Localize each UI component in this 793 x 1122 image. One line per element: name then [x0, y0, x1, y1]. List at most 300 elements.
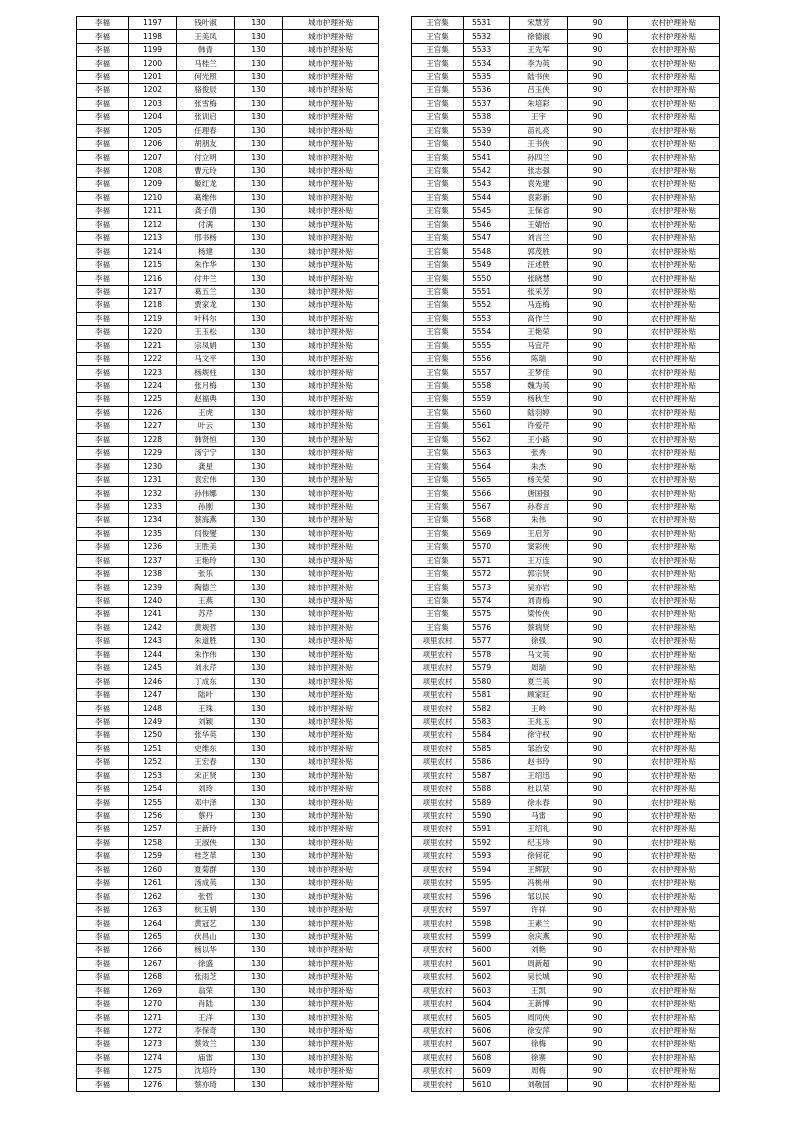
village-cell: 李福 [77, 30, 129, 43]
amount-cell: 130 [235, 1065, 283, 1078]
table-row [412, 433, 720, 446]
name-cell: 宋正贤 [177, 769, 235, 782]
village-cell: 李福 [77, 57, 129, 70]
subsidy-type-cell: 城市护理补贴 [283, 406, 379, 419]
village-cell: 李福 [77, 581, 129, 594]
table-row [412, 796, 720, 809]
table-row [77, 191, 379, 204]
village-cell: 项里农村 [412, 662, 464, 675]
subsidy-type-cell: 农村护理补贴 [628, 124, 720, 137]
subsidy-type-cell: 农村护理补贴 [628, 917, 720, 930]
subsidy-type-cell: 城市护理补贴 [283, 997, 379, 1010]
name-cell: 王宏春 [177, 756, 235, 769]
table-row [77, 930, 379, 943]
amount-cell: 130 [235, 581, 283, 594]
amount-cell: 130 [235, 299, 283, 312]
table-row [412, 379, 720, 392]
name-cell: 吕玉侠 [510, 84, 568, 97]
name-cell: 孙四兰 [510, 151, 568, 164]
amount-cell: 130 [235, 272, 283, 285]
number-cell: 5553 [464, 312, 510, 325]
amount-cell: 90 [568, 151, 628, 164]
subsidy-type-cell: 农村护理补贴 [628, 608, 720, 621]
amount-cell: 90 [568, 460, 628, 473]
number-cell: 1204 [129, 111, 177, 124]
number-cell: 1268 [129, 971, 177, 984]
village-cell: 李福 [77, 70, 129, 83]
table-row [77, 621, 379, 634]
amount-cell: 130 [235, 57, 283, 70]
amount-cell: 130 [235, 97, 283, 110]
name-cell: 孙春言 [510, 500, 568, 513]
subsidy-type-cell: 农村护理补贴 [628, 326, 720, 339]
number-cell: 1273 [129, 1038, 177, 1051]
village-cell: 王官集 [412, 218, 464, 231]
table-row [77, 473, 379, 486]
subsidy-type-cell: 农村护理补贴 [628, 527, 720, 540]
village-cell: 李福 [77, 756, 129, 769]
name-cell: 袁先建 [510, 178, 568, 191]
amount-cell: 130 [235, 836, 283, 849]
subsidy-type-cell: 农村护理补贴 [628, 312, 720, 325]
number-cell: 5604 [464, 997, 510, 1010]
amount-cell: 130 [235, 648, 283, 661]
name-cell: 徐安萍 [510, 1024, 568, 1037]
table-row [412, 178, 720, 191]
name-cell: 张志强 [510, 164, 568, 177]
table-row [412, 447, 720, 460]
table-row [77, 258, 379, 271]
number-cell: 1210 [129, 191, 177, 204]
subsidy-type-cell: 城市护理补贴 [283, 487, 379, 500]
subsidy-type-cell: 农村护理补贴 [628, 500, 720, 513]
table-row [77, 406, 379, 419]
name-cell: 王燕 [177, 594, 235, 607]
subsidy-type-cell: 城市护理补贴 [283, 635, 379, 648]
subsidy-type-cell: 农村护理补贴 [628, 729, 720, 742]
subsidy-type-cell: 农村护理补贴 [628, 997, 720, 1010]
village-cell: 王官集 [412, 124, 464, 137]
village-cell: 李福 [77, 997, 129, 1010]
name-cell: 杨秋生 [510, 393, 568, 406]
number-cell: 1229 [129, 447, 177, 460]
subsidy-type-cell: 城市护理补贴 [283, 191, 379, 204]
number-cell: 5552 [464, 299, 510, 312]
subsidy-type-cell: 农村护理补贴 [628, 245, 720, 258]
subsidy-type-cell: 农村护理补贴 [628, 57, 720, 70]
number-cell: 5549 [464, 258, 510, 271]
amount-cell: 90 [568, 1011, 628, 1024]
table-row [412, 957, 720, 970]
name-cell: 周瑞 [510, 662, 568, 675]
number-cell: 5600 [464, 944, 510, 957]
table-row [77, 1051, 379, 1064]
table-row [412, 272, 720, 285]
village-cell: 李福 [77, 527, 129, 540]
name-cell: 袁彩新 [510, 191, 568, 204]
number-cell: 1215 [129, 258, 177, 271]
subsidy-type-cell: 农村护理补贴 [628, 299, 720, 312]
table-row [412, 111, 720, 124]
table-row [77, 285, 379, 298]
name-cell: 蔡丹 [177, 809, 235, 822]
table-row [412, 554, 720, 567]
table-row [412, 245, 720, 258]
subsidy-type-cell: 城市护理补贴 [283, 554, 379, 567]
subsidy-type-cell: 城市护理补贴 [283, 809, 379, 822]
name-cell: 王岭 [510, 702, 568, 715]
village-cell: 项里农村 [412, 850, 464, 863]
amount-cell: 90 [568, 447, 628, 460]
subsidy-type-cell: 城市护理补贴 [283, 352, 379, 365]
amount-cell: 130 [235, 393, 283, 406]
amount-cell: 130 [235, 850, 283, 863]
number-cell: 1224 [129, 379, 177, 392]
amount-cell: 90 [568, 662, 628, 675]
name-cell: 马宜芹 [510, 339, 568, 352]
subsidy-type-cell: 城市护理补贴 [283, 729, 379, 742]
amount-cell: 130 [235, 17, 283, 30]
subsidy-type-cell: 农村护理补贴 [628, 567, 720, 580]
amount-cell: 130 [235, 541, 283, 554]
village-cell: 王官集 [412, 111, 464, 124]
name-cell: 周梅 [510, 1065, 568, 1078]
subsidy-type-cell: 城市护理补贴 [283, 917, 379, 930]
name-cell: 陈瑞 [510, 352, 568, 365]
name-cell: 徐强 [510, 635, 568, 648]
table-row [412, 137, 720, 150]
subsidy-type-cell: 城市护理补贴 [283, 218, 379, 231]
table-row [77, 379, 379, 392]
name-cell: 葛五兰 [177, 285, 235, 298]
amount-cell: 130 [235, 205, 283, 218]
table-row [77, 1038, 379, 1051]
amount-cell: 130 [235, 782, 283, 795]
village-cell: 李福 [77, 662, 129, 675]
subsidy-type-cell: 农村护理补贴 [628, 1051, 720, 1064]
table-row [412, 1024, 720, 1037]
table-row [412, 594, 720, 607]
village-cell: 王官集 [412, 541, 464, 554]
table-row [77, 957, 379, 970]
village-cell: 李福 [77, 715, 129, 728]
village-cell: 李福 [77, 299, 129, 312]
village-cell: 李福 [77, 137, 129, 150]
number-cell: 1232 [129, 487, 177, 500]
name-cell: 苗礼亮 [510, 124, 568, 137]
subsidy-type-cell: 城市护理补贴 [283, 742, 379, 755]
amount-cell: 90 [568, 164, 628, 177]
subsidy-type-cell: 城市护理补贴 [283, 124, 379, 137]
table-row [77, 352, 379, 365]
table-row [412, 863, 720, 876]
name-cell: 胡朋友 [177, 137, 235, 150]
number-cell: 5538 [464, 111, 510, 124]
number-cell: 1244 [129, 648, 177, 661]
number-cell: 5571 [464, 554, 510, 567]
name-cell: 汤成英 [177, 877, 235, 890]
subsidy-type-cell: 城市护理补贴 [283, 1011, 379, 1024]
amount-cell: 130 [235, 903, 283, 916]
number-cell: 5605 [464, 1011, 510, 1024]
amount-cell: 90 [568, 971, 628, 984]
amount-cell: 90 [568, 1051, 628, 1064]
name-cell: 马连梅 [510, 299, 568, 312]
table-row [77, 17, 379, 30]
amount-cell: 90 [568, 581, 628, 594]
amount-cell: 90 [568, 756, 628, 769]
table-row [412, 393, 720, 406]
table-row [412, 124, 720, 137]
village-cell: 李福 [77, 379, 129, 392]
number-cell: 5562 [464, 433, 510, 446]
name-cell: 蔡效兰 [177, 1038, 235, 1051]
table-row [412, 1051, 720, 1064]
number-cell: 1200 [129, 57, 177, 70]
village-cell: 项里农村 [412, 1024, 464, 1037]
village-cell: 项里农村 [412, 729, 464, 742]
number-cell: 5610 [464, 1078, 510, 1091]
number-cell: 1226 [129, 406, 177, 419]
table-row [77, 124, 379, 137]
amount-cell: 130 [235, 124, 283, 137]
amount-cell: 90 [568, 406, 628, 419]
subsidy-type-cell: 城市护理补贴 [283, 299, 379, 312]
number-cell: 5563 [464, 447, 510, 460]
number-cell: 1251 [129, 742, 177, 755]
name-cell: 马雷 [510, 809, 568, 822]
table-row [412, 191, 720, 204]
subsidy-type-cell: 城市护理补贴 [283, 258, 379, 271]
subsidy-type-cell: 城市护理补贴 [283, 178, 379, 191]
village-cell: 王官集 [412, 500, 464, 513]
name-cell: 王先军 [510, 43, 568, 56]
name-cell: 顾家旺 [510, 688, 568, 701]
number-cell: 5577 [464, 635, 510, 648]
subsidy-type-cell: 城市护理补贴 [283, 890, 379, 903]
number-cell: 5608 [464, 1051, 510, 1064]
number-cell: 5585 [464, 742, 510, 755]
table-row [412, 877, 720, 890]
table-row [412, 675, 720, 688]
village-cell: 王官集 [412, 581, 464, 594]
amount-cell: 130 [235, 433, 283, 446]
table-row [412, 218, 720, 231]
subsidy-type-cell: 城市护理补贴 [283, 312, 379, 325]
amount-cell: 130 [235, 809, 283, 822]
village-cell: 李福 [77, 541, 129, 554]
number-cell: 1241 [129, 608, 177, 621]
subsidy-type-cell: 农村护理补贴 [628, 1078, 720, 1091]
name-cell: 王绍礼 [510, 823, 568, 836]
number-cell: 5544 [464, 191, 510, 204]
subsidy-type-cell: 城市护理补贴 [283, 43, 379, 56]
amount-cell: 90 [568, 70, 628, 83]
table-row [77, 890, 379, 903]
number-cell: 5532 [464, 30, 510, 43]
amount-cell: 130 [235, 930, 283, 943]
village-cell: 李福 [77, 111, 129, 124]
amount-cell: 130 [235, 863, 283, 876]
number-cell: 5603 [464, 984, 510, 997]
number-cell: 5541 [464, 151, 510, 164]
amount-cell: 130 [235, 742, 283, 755]
name-cell: 刘颖 [177, 715, 235, 728]
amount-cell: 90 [568, 420, 628, 433]
table-row [412, 688, 720, 701]
subsidy-type-cell: 农村护理补贴 [628, 70, 720, 83]
number-cell: 5580 [464, 675, 510, 688]
number-cell: 1211 [129, 205, 177, 218]
table-row [77, 648, 379, 661]
subsidy-type-cell: 农村护理补贴 [628, 379, 720, 392]
amount-cell: 130 [235, 756, 283, 769]
amount-cell: 130 [235, 460, 283, 473]
name-cell: 王艳玲 [177, 554, 235, 567]
subsidy-type-cell: 城市护理补贴 [283, 971, 379, 984]
subsidy-type-cell: 农村护理补贴 [628, 218, 720, 231]
number-cell: 1235 [129, 527, 177, 540]
subsidy-type-cell: 城市护理补贴 [283, 473, 379, 486]
village-cell: 王官集 [412, 232, 464, 245]
amount-cell: 90 [568, 675, 628, 688]
name-cell: 蔡海燕 [177, 514, 235, 527]
amount-cell: 130 [235, 1038, 283, 1051]
subsidy-type-cell: 城市护理补贴 [283, 514, 379, 527]
amount-cell: 90 [568, 621, 628, 634]
name-cell: 王小路 [510, 433, 568, 446]
village-cell: 李福 [77, 500, 129, 513]
village-cell: 项里农村 [412, 1011, 464, 1024]
village-cell: 项里农村 [412, 984, 464, 997]
subsidy-type-cell: 城市护理补贴 [283, 84, 379, 97]
village-cell: 王官集 [412, 608, 464, 621]
amount-cell: 130 [235, 554, 283, 567]
village-cell: 项里农村 [412, 796, 464, 809]
name-cell: 史维东 [177, 742, 235, 755]
amount-cell: 130 [235, 984, 283, 997]
number-cell: 1231 [129, 473, 177, 486]
amount-cell: 130 [235, 245, 283, 258]
name-cell: 周同侠 [510, 1011, 568, 1024]
amount-cell: 90 [568, 863, 628, 876]
name-cell: 孙伟娜 [177, 487, 235, 500]
amount-cell: 90 [568, 379, 628, 392]
village-cell: 李福 [77, 393, 129, 406]
subsidy-type-cell: 农村护理补贴 [628, 554, 720, 567]
name-cell: 付立明 [177, 151, 235, 164]
village-cell: 王官集 [412, 205, 464, 218]
village-cell: 李福 [77, 594, 129, 607]
subsidy-type-cell: 城市护理补贴 [283, 433, 379, 446]
name-cell: 马文平 [177, 352, 235, 365]
number-cell: 1243 [129, 635, 177, 648]
name-cell: 王启芳 [510, 527, 568, 540]
number-cell: 5588 [464, 782, 510, 795]
name-cell: 马桂兰 [177, 57, 235, 70]
table-row [77, 326, 379, 339]
number-cell: 5556 [464, 352, 510, 365]
name-cell: 付井兰 [177, 272, 235, 285]
table-row [412, 352, 720, 365]
number-cell: 5551 [464, 285, 510, 298]
amount-cell: 90 [568, 984, 628, 997]
name-cell: 邢书杨 [177, 232, 235, 245]
table-row [77, 527, 379, 540]
name-cell: 陆书侠 [510, 70, 568, 83]
number-cell: 5599 [464, 930, 510, 943]
subsidy-type-cell: 农村护理补贴 [628, 433, 720, 446]
number-cell: 5542 [464, 164, 510, 177]
name-cell: 贾家龙 [177, 299, 235, 312]
number-cell: 5574 [464, 594, 510, 607]
table-row [77, 43, 379, 56]
subsidy-type-cell: 城市护理补贴 [283, 567, 379, 580]
name-cell: 汤宁宁 [177, 447, 235, 460]
subsidy-type-cell: 城市护理补贴 [283, 581, 379, 594]
table-row [77, 339, 379, 352]
name-cell: 王新博 [510, 997, 568, 1010]
table-row [412, 809, 720, 822]
amount-cell: 130 [235, 796, 283, 809]
amount-cell: 130 [235, 151, 283, 164]
name-cell: 王美凤 [177, 30, 235, 43]
number-cell: 1248 [129, 702, 177, 715]
left-table [76, 16, 379, 1092]
village-cell: 项里农村 [412, 1065, 464, 1078]
subsidy-type-cell: 农村护理补贴 [628, 809, 720, 822]
amount-cell: 130 [235, 326, 283, 339]
number-cell: 1242 [129, 621, 177, 634]
village-cell: 王官集 [412, 312, 464, 325]
name-cell: 夏菊群 [177, 863, 235, 876]
number-cell: 5601 [464, 957, 510, 970]
number-cell: 1246 [129, 675, 177, 688]
table-row [412, 769, 720, 782]
number-cell: 1238 [129, 567, 177, 580]
village-cell: 李福 [77, 971, 129, 984]
table-row [412, 917, 720, 930]
village-cell: 王官集 [412, 97, 464, 110]
number-cell: 5560 [464, 406, 510, 419]
table-row [412, 514, 720, 527]
number-cell: 1205 [129, 124, 177, 137]
village-cell: 项里农村 [412, 836, 464, 849]
number-cell: 1213 [129, 232, 177, 245]
subsidy-type-cell: 农村护理补贴 [628, 406, 720, 419]
table-row [412, 285, 720, 298]
name-cell: 郭宗贤 [510, 567, 568, 580]
number-cell: 5590 [464, 809, 510, 822]
amount-cell: 90 [568, 258, 628, 271]
village-cell: 李福 [77, 272, 129, 285]
amount-cell: 130 [235, 917, 283, 930]
number-cell: 5578 [464, 648, 510, 661]
village-cell: 李福 [77, 352, 129, 365]
number-cell: 5547 [464, 232, 510, 245]
table-row [77, 232, 379, 245]
name-cell: 余庆燕 [510, 930, 568, 943]
village-cell: 李福 [77, 1024, 129, 1037]
amount-cell: 90 [568, 124, 628, 137]
number-cell: 1253 [129, 769, 177, 782]
name-cell: 王婧怡 [510, 218, 568, 231]
number-cell: 1267 [129, 957, 177, 970]
table-row [412, 57, 720, 70]
number-cell: 1262 [129, 890, 177, 903]
amount-cell: 130 [235, 420, 283, 433]
table-row [77, 514, 379, 527]
